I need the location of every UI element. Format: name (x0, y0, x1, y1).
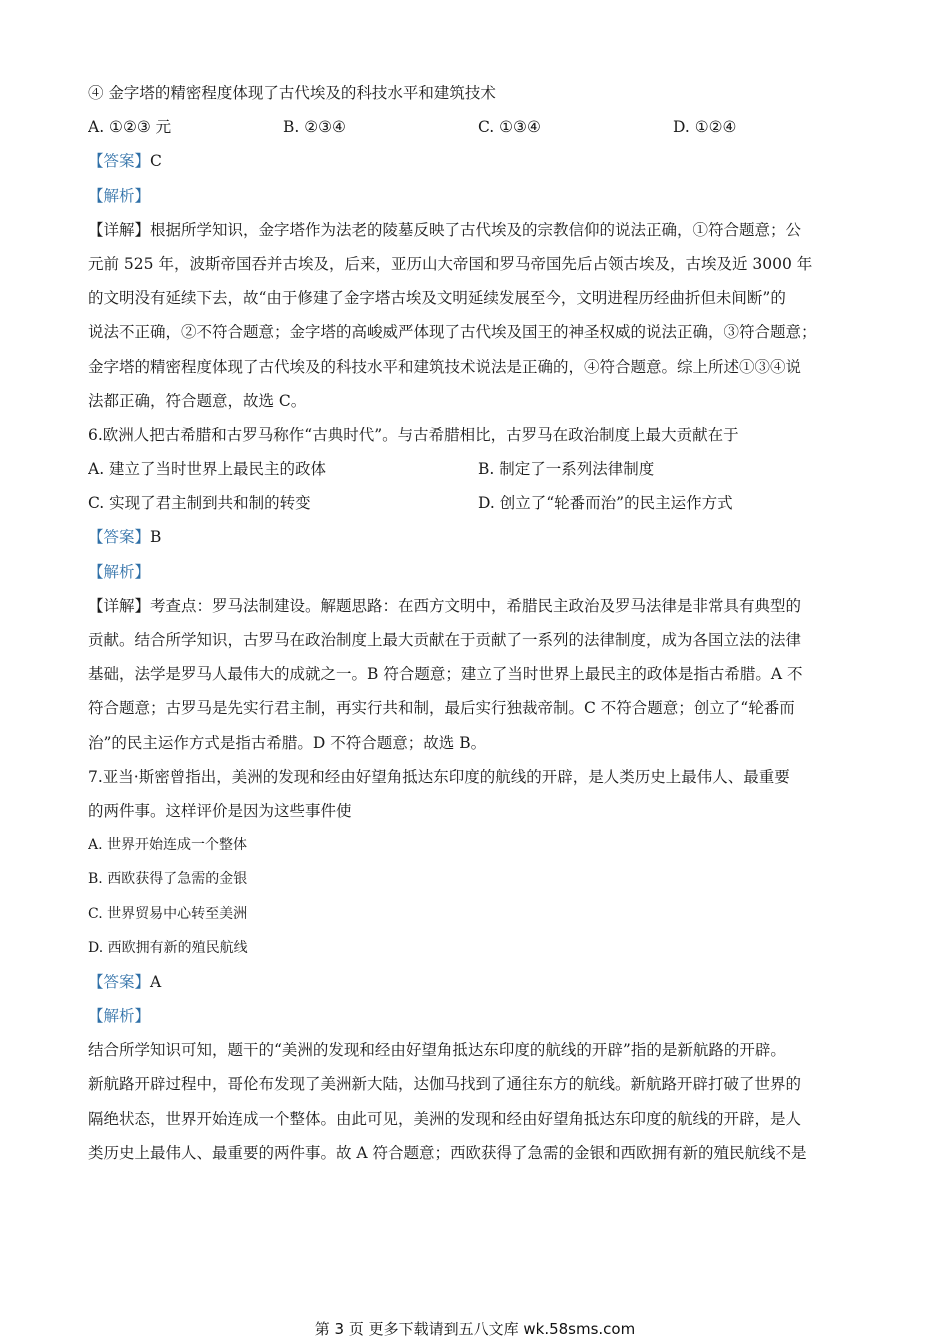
answer-tag: 【答案】 (88, 972, 151, 991)
q7-option-c: C. 世界贸易中心转至美洲 (88, 905, 248, 922)
answer-value: B (150, 528, 162, 547)
q7-stem-line: 的两件事。这样评价是因为这些事件使 (88, 801, 352, 820)
q6-option-a: A. 建立了当时世界上最民主的政体 (88, 460, 327, 479)
q7-detail-line: 类历史上最伟人、最重要的两件事。故 A 符合题意；西欧获得了急需的金银和西欧拥有新的殖民航线不是 (88, 1143, 807, 1162)
q7-analysis-tag: 【解析】 (88, 1007, 151, 1026)
q5-detail-line: 的文明没有延续下去，故“由于修建了金字塔古埃及文明延续发展至今，文明进程历经曲折但未间断”的 (88, 289, 786, 308)
q5-options (88, 110, 874, 144)
q6-detail-line: 基础，法学是罗马人最伟大的成就之一。B 符合题意；建立了当时世界上最民主的政体是指古希腊。A 不 (88, 665, 803, 684)
q5-analysis-tag: 【解析】 (88, 186, 151, 205)
q5-detail-line: 【详解】根据所学知识，金字塔作为法老的陵墓反映了古代埃及的宗教信仰的说法正确，①符合题意；公 (88, 220, 802, 239)
q5-detail-line: 元前 525 年，波斯帝国吞并古埃及，后来，亚历山大帝国和罗马帝国先后占领古埃及，古埃及近 3000 年 (88, 254, 813, 273)
q5-detail-line: 说法不正确，②不符合题意；金字塔的高峻威严体现了古代埃及国王的神圣权威的说法正确，③符合题意； (88, 323, 817, 342)
q6-detail-line: 治”的民主运作方式是指古希腊。D 不符合题意；故选 B。 (88, 733, 487, 752)
q5-option-d: D. ①②④ (673, 118, 737, 137)
q7-option-d: D. 西欧拥有新的殖民航线 (88, 939, 248, 956)
page-footer: 第 3 页 更多下载请到五八文库 wk.58sms.com (314, 1320, 636, 1338)
q6-stem: 6.欧洲人把古希腊和古罗马称作“古典时代”。与古希腊相比，古罗马在政治制度上最大贡献在于 (88, 425, 739, 444)
q6-answer (88, 520, 874, 554)
q5-detail-line: 法都正确，符合题意，故选 C。 (88, 391, 307, 410)
q5-option-c: C. ①③④ (478, 118, 541, 137)
q6-detail-line: 贡献。结合所学知识，古罗马在政治制度上最大贡献在于贡献了一系列的法律制度，成为各国立法的法律 (88, 631, 802, 649)
q5-option-b: B. ②③④ (283, 118, 346, 137)
q6-detail-line: 【详解】考查点：罗马法制建设。解题思路：在西方文明中，希腊民主政治及罗马法律是非常具有典型的 (88, 596, 802, 615)
q7-detail-line: 结合所学知识可知，题干的“美洲的发现和经由好望角抵达东印度的航线的开辟”指的是新航路的开辟。 (88, 1041, 786, 1060)
q6-detail-line: 符合题意；古罗马是先实行君主制，再实行共和制，最后实行独裁帝制。C 不符合题意；创立了“轮番而 (88, 699, 795, 718)
answer-value: C (150, 152, 162, 171)
q6-option-d: D. 创立了“轮番而治”的民主运作方式 (478, 494, 733, 513)
q5-option-a: A. ①②③ 元 (88, 118, 172, 137)
q6-options-row2 (88, 486, 874, 520)
answer-tag: 【答案】 (88, 528, 151, 547)
answer-tag: 【答案】 (88, 152, 151, 171)
q7-detail-line: 新航路开辟过程中，哥伦布发现了美洲新大陆，达伽马找到了通往东方的航线。新航路开辟打破了世界的 (88, 1075, 802, 1094)
q7-stem-line: 7.亚当·斯密曾指出，美洲的发现和经由好望角抵达东印度的航线的开辟，是人类历史上最伟人、最重要 (88, 767, 790, 786)
q6-analysis-tag: 【解析】 (88, 562, 151, 581)
q6-option-c: C. 实现了君主制到共和制的转变 (88, 494, 311, 513)
q7-answer (88, 965, 874, 999)
q7-detail-line: 隔绝状态，世界开始连成一个整体。由此可见，美洲的发现和经由好望角抵达东印度的航线的开辟，是人 (88, 1109, 802, 1128)
q6-option-b: B. 制定了一系列法律制度 (478, 460, 655, 479)
answer-value: A (150, 972, 162, 991)
q5-detail-line: 金字塔的精密程度体现了古代埃及的科技水平和建筑技术说法是正确的，④符合题意。综上所述①③④说 (88, 357, 802, 376)
q5-answer (88, 144, 874, 178)
q7-option-b: B. 西欧获得了急需的金银 (88, 871, 248, 888)
q7-option-a: A. 世界开始连成一个整体 (88, 837, 248, 854)
q5-option-4-text: ④ 金字塔的精密程度体现了古代埃及的科技水平和建筑技术 (88, 84, 496, 102)
q6-options-row1 (88, 452, 874, 486)
document-page (88, 76, 874, 1170)
